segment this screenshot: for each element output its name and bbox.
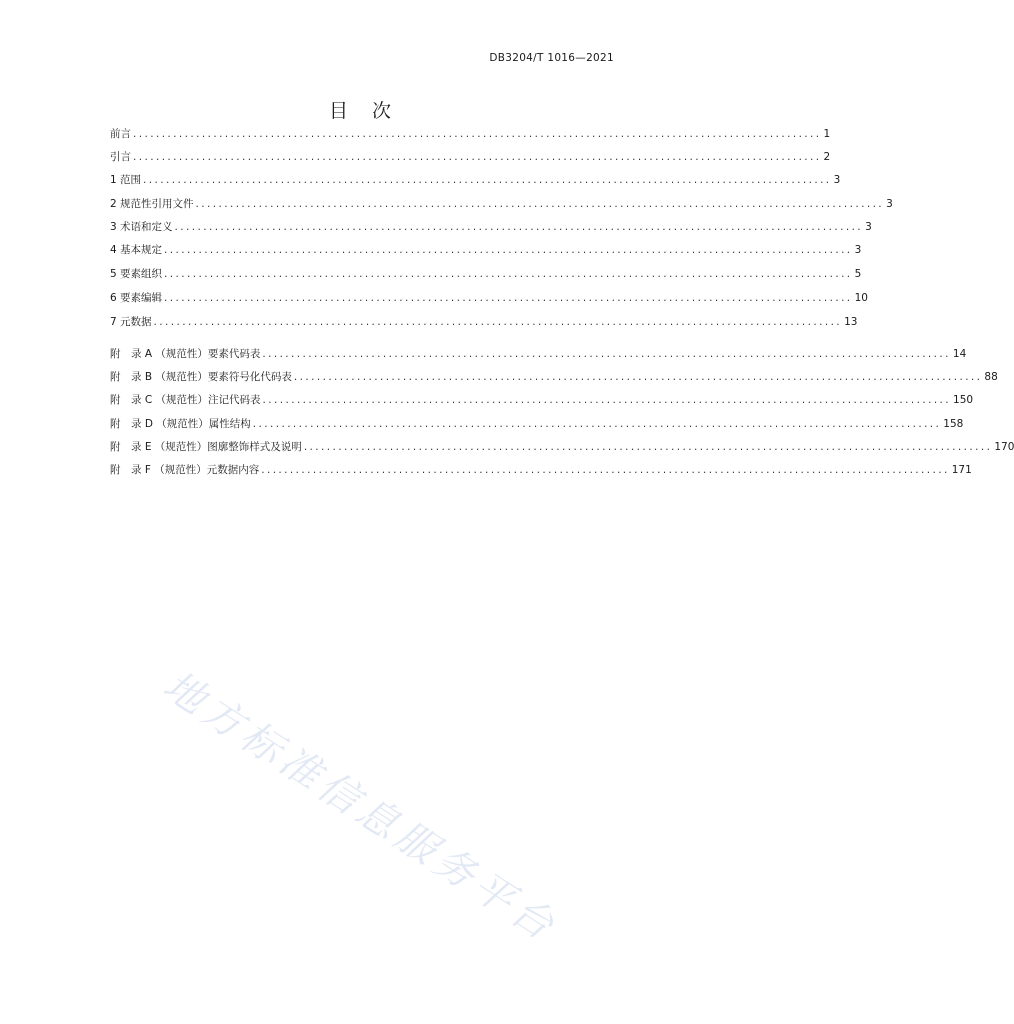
toc-entry-label: 附 录 F （规范性）元数据内容	[110, 464, 260, 476]
toc-leader-dots: ........................................................................................................................	[164, 268, 853, 280]
toc-entry-label: 附 录 A （规范性）要素代码表	[110, 348, 261, 360]
toc-entry-label: 附 录 B （规范性）要素符号化代码表	[110, 371, 292, 383]
toc-entry-appendix-c[interactable]	[110, 390, 974, 410]
toc-leader-dots: ........................................................................................................................	[252, 418, 942, 430]
toc-leader-dots: ........................................................................................................................	[261, 464, 950, 476]
toc-entry-label: 前言	[110, 128, 131, 140]
toc-leader-dots: ........................................................................................................................	[164, 292, 853, 304]
toc-leader-dots: ........................................................................................................................	[133, 151, 822, 163]
toc-entry-element-editing[interactable]	[110, 288, 868, 308]
toc-leader-dots: ........................................................................................................................	[133, 128, 822, 140]
toc-entry-label: 附 录 C （规范性）注记代码表	[110, 394, 261, 406]
toc-leader-dots: ........................................................................................................................	[164, 244, 853, 256]
toc-entry-label: 2 规范性引用文件	[110, 198, 194, 210]
toc-entry-appendix-a[interactable]	[110, 344, 967, 364]
toc-entry-page: 150	[953, 394, 974, 406]
toc-entry-page: 3	[854, 244, 862, 256]
toc-entry-appendix-f[interactable]	[110, 460, 972, 480]
title-part-2: 次	[372, 100, 396, 122]
toc-entry-page: 88	[984, 371, 998, 383]
page-title	[0, 96, 724, 123]
toc-entry-label: 6 要素编辑	[110, 292, 163, 304]
toc-entry-page: 10	[854, 292, 868, 304]
toc-leader-dots: ........................................................................................................................	[174, 221, 864, 233]
title-part-1: 目	[328, 100, 352, 122]
toc-leader-dots: ........................................................................................................................	[262, 348, 951, 360]
toc-entry-page: 158	[943, 418, 964, 430]
toc-entry-page: 2	[823, 151, 831, 163]
toc-entry-label: 4 基本规定	[110, 244, 163, 256]
toc-entry-label: 3 术语和定义	[110, 221, 173, 233]
toc-entry-page: 3	[865, 221, 872, 233]
toc-entry-scope[interactable]	[110, 170, 841, 190]
watermark: 地方标准信息服务平台	[155, 662, 566, 952]
toc-entry-appendix-e[interactable]	[110, 437, 1014, 457]
toc-entry-metadata[interactable]	[110, 312, 858, 332]
toc-entry-label: 引言	[110, 151, 131, 163]
toc-entry-page: 1	[823, 128, 831, 140]
toc-entry-page: 171	[951, 464, 972, 476]
toc-entry-basic-rules[interactable]	[110, 240, 862, 260]
toc-entry-introduction[interactable]	[110, 147, 831, 167]
toc-entry-page: 5	[854, 268, 862, 280]
toc-entry-label: 7 元数据	[110, 316, 152, 328]
toc-leader-dots: ........................................................................................................................	[143, 174, 832, 186]
toc-leader-dots: ........................................................................................................................	[153, 316, 843, 328]
toc-entry-label: 附 录 D （规范性）属性结构	[110, 418, 251, 430]
toc-entry-terms-definitions[interactable]	[110, 217, 872, 237]
toc-entry-appendix-b[interactable]	[110, 367, 998, 387]
toc-entry-page: 3	[886, 198, 893, 210]
toc-leader-dots: ........................................................................................................................	[195, 198, 885, 210]
toc-entry-label: 1 范围	[110, 174, 142, 186]
toc-entry-page: 14	[952, 348, 967, 360]
toc-entry-page: 3	[833, 174, 841, 186]
toc-entry-element-organization[interactable]	[110, 264, 862, 284]
toc-entry-label: 5 要素组织	[110, 268, 163, 280]
document-code: DB3204/T 1016—2021	[489, 52, 614, 64]
toc-leader-dots: ........................................................................................................................	[303, 441, 993, 453]
toc-entry-appendix-d[interactable]	[110, 414, 964, 434]
toc-entry-label: 附 录 E （规范性）图廓整饰样式及说明	[110, 441, 302, 453]
toc-entry-page: 170	[994, 441, 1014, 453]
toc-entry-normative-references[interactable]	[110, 194, 893, 214]
toc-leader-dots: ........................................................................................................................	[262, 394, 952, 406]
toc-leader-dots: ........................................................................................................................	[293, 371, 983, 383]
toc-entry-foreword[interactable]	[110, 124, 831, 144]
toc-entry-page: 13	[844, 316, 858, 328]
